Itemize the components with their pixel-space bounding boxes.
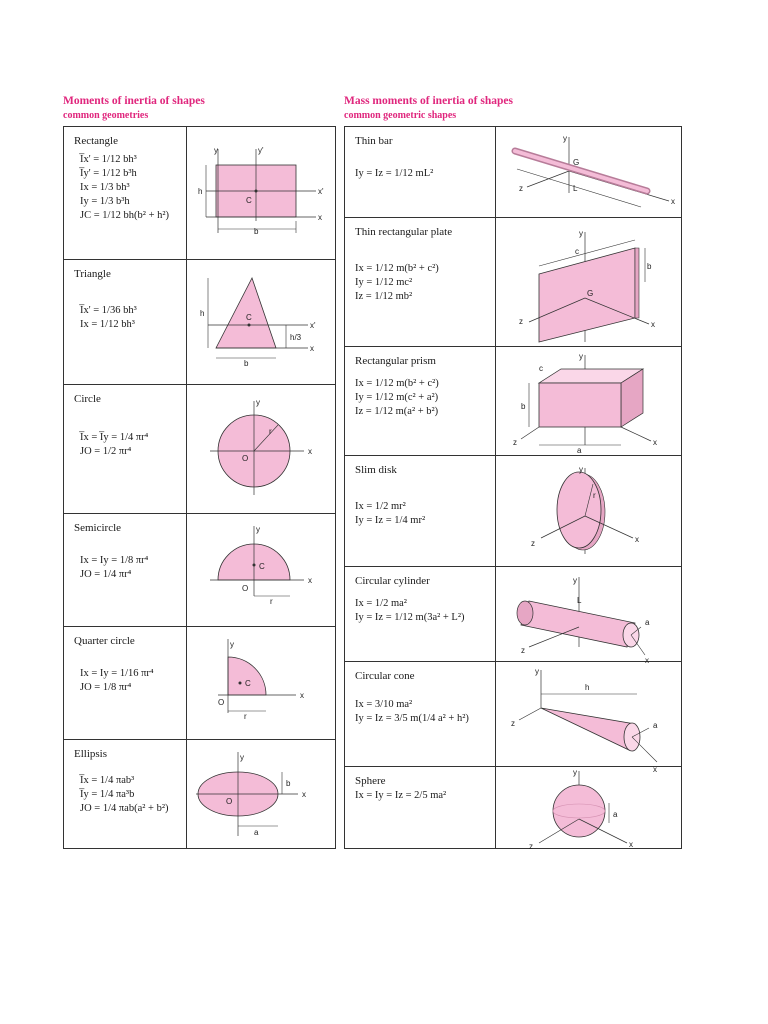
z-axis-label: z (513, 438, 517, 447)
x-axis-label: x (318, 213, 322, 222)
prism-shape (539, 383, 621, 427)
y-axis-label: y (240, 753, 244, 762)
x-axis-label: x (300, 691, 304, 700)
disk-figure (499, 460, 679, 564)
row-thin-bar (345, 127, 681, 218)
row-circular-cylinder (345, 567, 681, 665)
cone-figure (499, 664, 679, 774)
row-sphere (345, 767, 681, 851)
origin-label: O (218, 698, 225, 707)
x-axis-label: x (308, 576, 312, 585)
formula-ix: Ix = 1/2 mr² (355, 501, 406, 512)
y-axis-label: y (214, 146, 218, 155)
formula-ix-centroid: I̅x' = 1/12 bh³ (80, 154, 137, 165)
plate-figure (499, 224, 679, 344)
row-slim-disk (345, 456, 681, 567)
formula-ix: Ix = 1/3 bh³ (80, 182, 130, 193)
dimension-b-label: b (521, 402, 526, 411)
formula-iy-iz: Iy = Iz = 1/12 m(3a² + L²) (355, 612, 465, 623)
mass-moments-table (344, 126, 682, 849)
shape-name-triangle: Triangle (74, 268, 111, 280)
row-semicircle (64, 514, 335, 627)
length-label: L (573, 184, 578, 193)
formula-ix: Ix = 1/12 bh³ (80, 319, 135, 330)
shape-name-ellipsis: Ellipsis (74, 748, 108, 760)
sphere-figure (499, 763, 679, 849)
cylinder-shape (521, 601, 635, 647)
formula-iy: Iy = 1/3 b³h (80, 196, 130, 207)
center-of-mass-label: G (573, 158, 580, 167)
triangle-figure (192, 268, 332, 380)
radius-a-label: a (613, 810, 618, 819)
row-quarter-circle (64, 627, 335, 740)
y-axis-label: y (579, 352, 583, 361)
dimension-a-label: a (577, 446, 582, 455)
sphere-shape (553, 785, 605, 837)
centroid-label: C (245, 679, 251, 688)
y-prime-label: y' (258, 146, 264, 155)
shape-name-thin-bar: Thin bar (355, 135, 393, 147)
formula-ix-iy: I̅x = I̅y = 1/4 πr⁴ (80, 432, 149, 443)
dimension-c-label: c (575, 247, 579, 256)
shape-name-thin-rectangular-plate: Thin rectangular plate (355, 226, 453, 238)
formula-ix: Ix = 1/2 ma² (355, 598, 407, 609)
formula-ix: Ix = 1/12 m(b² + c²) (355, 378, 439, 389)
y-axis-label: y (563, 134, 567, 143)
formula-iy-iz: Iy = Iz = 1/4 mr² (355, 515, 426, 526)
x-axis-label: x (308, 447, 312, 456)
origin-label: O (226, 797, 233, 806)
dimension-b-label: b (647, 262, 652, 271)
formula-ix: I̅x = 1/4 πab³ (80, 775, 135, 786)
formula-ix: Ix = 1/12 m(b² + c²) (355, 263, 439, 274)
shape-name-rectangular-prism: Rectangular prism (355, 355, 436, 367)
formula-iy-centroid: I̅y' = 1/12 b³h (80, 168, 137, 179)
quarter-circle-figure (192, 633, 332, 737)
shape-name-slim-disk: Slim disk (355, 464, 397, 476)
formula-ix-iy: Ix = Iy = 1/16 πr⁴ (80, 668, 154, 679)
center-of-mass-label: G (587, 289, 594, 298)
row-circular-cone (345, 662, 681, 774)
radius-label: r (269, 427, 272, 436)
z-axis-label: z (521, 646, 525, 655)
length-label: L (577, 596, 582, 605)
row-triangle (64, 260, 335, 385)
z-axis-label: z (531, 539, 535, 548)
shape-name-semicircle: Semicircle (74, 522, 122, 534)
formula-ix: Ix = 3/10 ma² (355, 699, 413, 710)
row-ellipsis (64, 740, 335, 848)
formula-ix-centroid: I̅x' = 1/36 bh³ (80, 305, 137, 316)
x-axis-label: x (651, 320, 655, 329)
base-label: b (254, 227, 259, 236)
radius-a-label: a (645, 618, 650, 627)
formula-jo: JO = 1/4 πr⁴ (80, 569, 132, 580)
radius-label: r (270, 597, 273, 606)
formula-iy-iz: Iy = Iz = 3/5 m(1/4 a² + h²) (355, 713, 469, 724)
right-heading-title: Mass moments of inertia of shapes (344, 95, 513, 107)
row-rectangle (64, 127, 335, 260)
row-rectangular-prism (345, 347, 681, 456)
x-axis-label: x (653, 765, 657, 774)
formula-ix-iy: Ix = Iy = 1/8 πr⁴ (80, 555, 149, 566)
semi-axis-b-label: b (286, 779, 291, 788)
dimension-c-label: c (539, 364, 543, 373)
z-axis-label: z (519, 317, 523, 326)
prism-figure (499, 349, 679, 455)
circle-figure (192, 395, 332, 507)
ellipse-figure (192, 746, 332, 846)
shape-name-circular-cone: Circular cone (355, 670, 415, 682)
right-heading-subtitle: common geometric shapes (344, 110, 457, 121)
radius-a-label: a (653, 721, 658, 730)
height-label: h (200, 309, 205, 318)
formula-jo: JO = 1/8 πr⁴ (80, 682, 132, 693)
formula-jo: JO = 1/4 πab(a² + b²) (80, 803, 169, 814)
shape-name-sphere: Sphere (355, 775, 386, 787)
shape-name-rectangle: Rectangle (74, 135, 118, 147)
y-axis-label: y (579, 229, 583, 238)
y-axis-label: y (573, 768, 577, 777)
formula-iz: Iz = 1/12 mb² (355, 291, 413, 302)
y-axis-label: y (579, 465, 583, 474)
x-axis-label: x (671, 197, 675, 206)
origin-label: O (242, 454, 249, 463)
centroid-label: C (246, 196, 252, 205)
semi-axis-a-label: a (254, 828, 259, 837)
x-axis-label: x (302, 790, 306, 799)
formula-jo: JO = 1/2 πr⁴ (80, 446, 132, 457)
z-axis-label: z (519, 184, 523, 193)
y-axis-label: y (256, 525, 260, 534)
formula-iy-iz: Iy = Iz = 1/12 mL² (355, 168, 434, 179)
radius-label: r (244, 712, 247, 721)
radius-label: r (593, 491, 596, 500)
y-axis-label: y (535, 667, 539, 676)
formula-ix-iy-iz: Ix = Iy = Iz = 2/5 ma² (355, 790, 447, 801)
formula-iy: Iy = 1/12 mc² (355, 277, 413, 288)
formula-iy: I̅y = 1/4 πa³b (80, 789, 135, 800)
x-axis-label: x (653, 438, 657, 447)
shape-name-quarter-circle: Quarter circle (74, 635, 135, 647)
x-axis-label: x (629, 840, 633, 849)
height-label: h (198, 187, 203, 196)
formula-iy: Iy = 1/12 m(c² + a²) (355, 392, 439, 403)
semicircle-figure (192, 520, 332, 624)
z-axis-label: z (529, 842, 533, 851)
disk-shape (557, 472, 601, 548)
formula-jc: JC = 1/12 bh(b² + h²) (80, 210, 170, 221)
formula-iz: Iz = 1/12 m(a² + b²) (355, 406, 439, 417)
x-prime-label: x' (310, 321, 316, 330)
shape-name-circular-cylinder: Circular cylinder (355, 575, 430, 587)
row-thin-rectangular-plate (345, 218, 681, 347)
rectangle-figure (192, 141, 332, 253)
h-third-label: h/3 (290, 333, 302, 342)
area-moments-table (63, 126, 336, 849)
cylinder-figure (499, 571, 679, 665)
y-axis-label: y (256, 398, 260, 407)
z-axis-label: z (511, 719, 515, 728)
left-heading-title: Moments of inertia of shapes (63, 95, 205, 107)
thin-bar-figure (499, 131, 679, 215)
origin-label: O (242, 584, 249, 593)
y-axis-label: y (230, 640, 234, 649)
shape-name-circle: Circle (74, 393, 101, 405)
centroid-label: C (246, 313, 252, 322)
centroid-label: C (259, 562, 265, 571)
base-label: b (244, 359, 249, 368)
x-prime-label: x' (318, 187, 324, 196)
y-axis-label: y (573, 576, 577, 585)
quarter-circle-shape (228, 657, 266, 695)
row-circle (64, 385, 335, 514)
x-axis-label: x (310, 344, 314, 353)
left-heading-subtitle: common geometries (63, 110, 149, 121)
cone-shape (541, 708, 635, 750)
x-axis-label: x (635, 535, 639, 544)
x-axis-label: x (645, 656, 649, 665)
height-label: h (585, 683, 590, 692)
